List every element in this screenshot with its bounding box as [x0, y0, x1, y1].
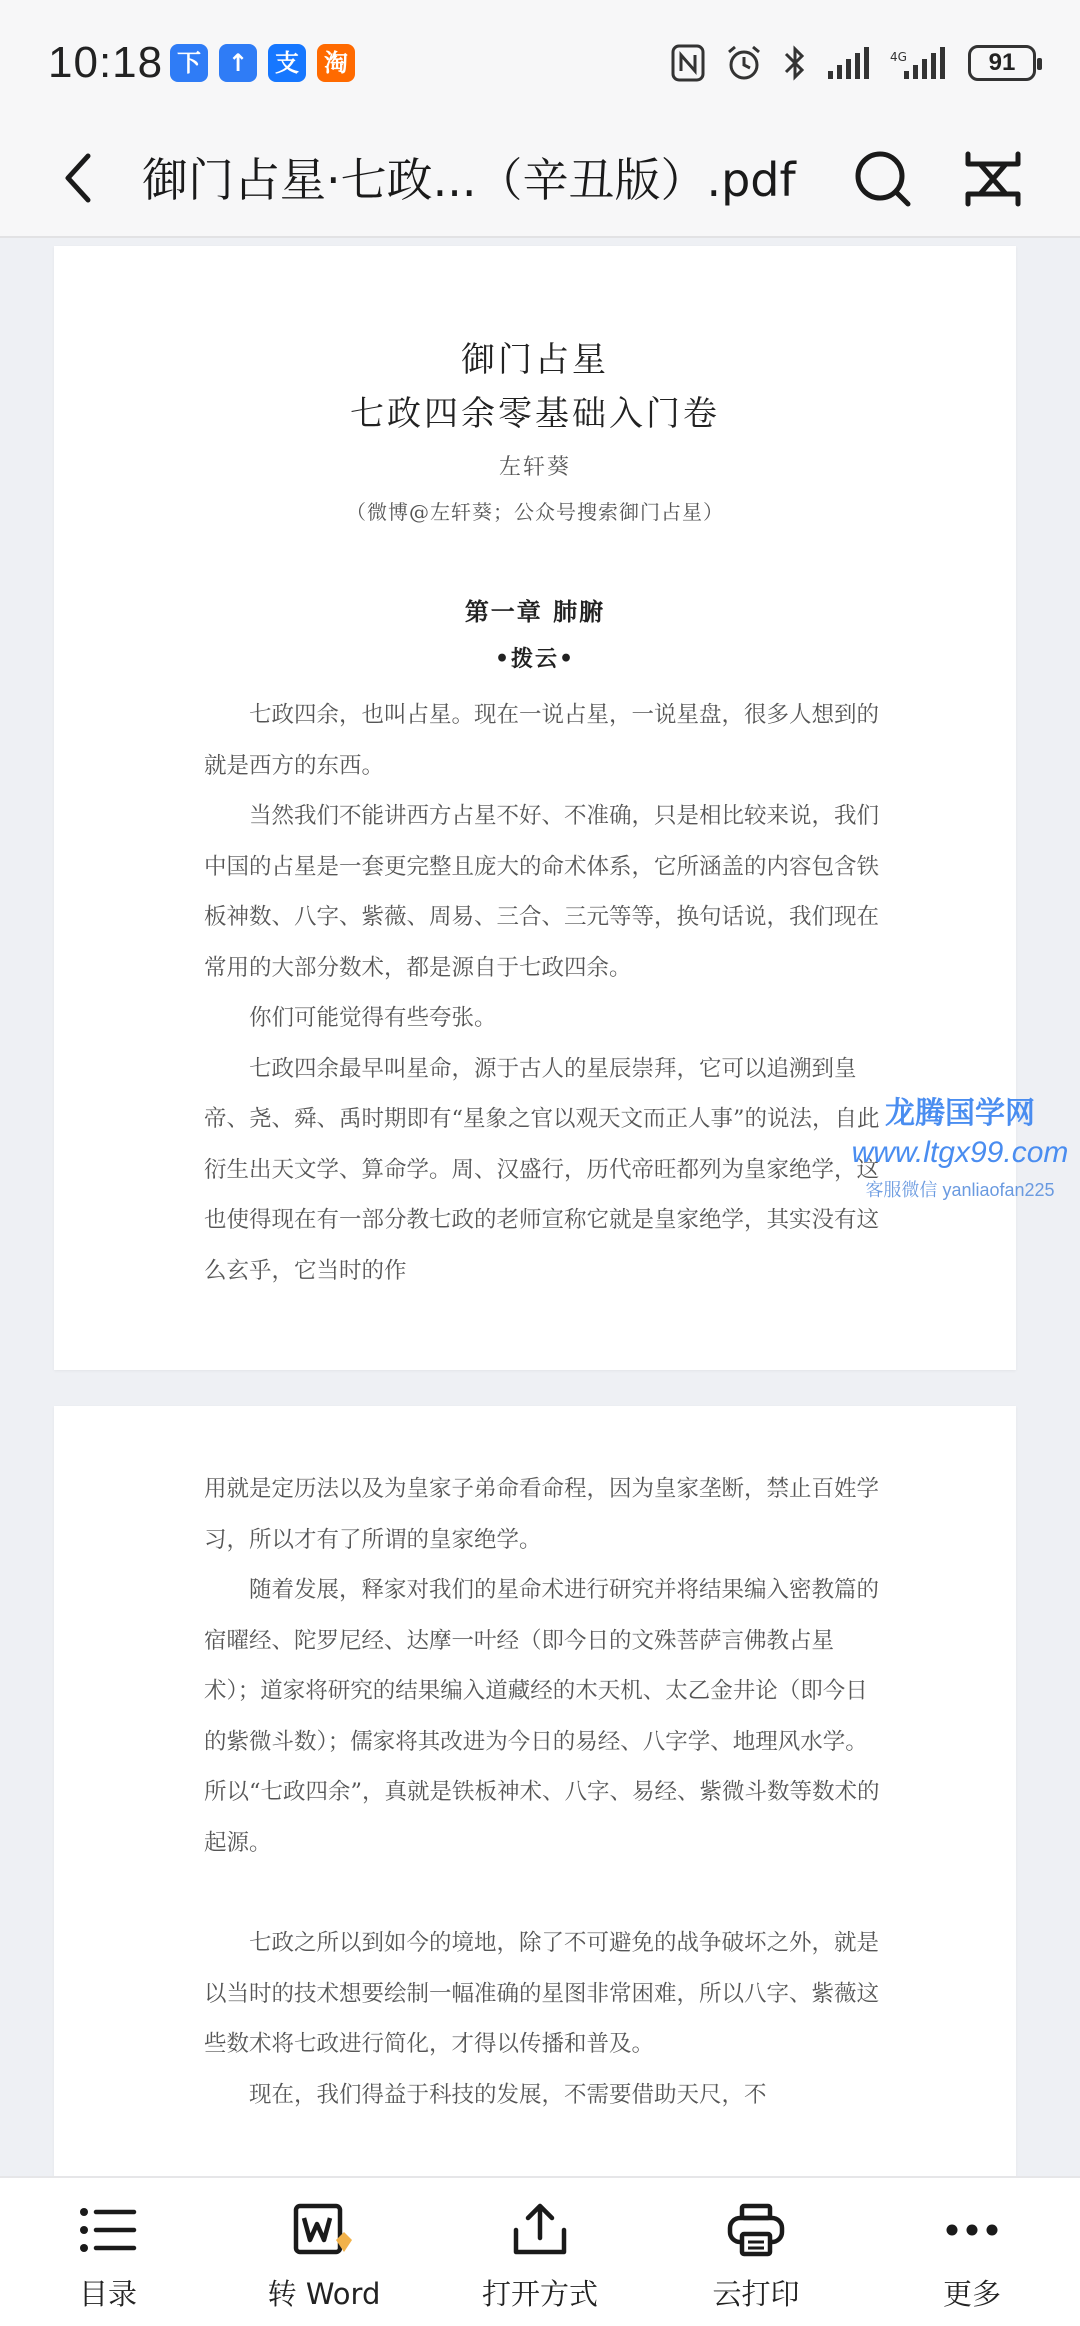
more-button[interactable] [864, 2178, 1080, 2326]
status-time: 10:18 [48, 38, 164, 87]
more-label: 更多 [942, 2277, 1001, 2311]
taobao-notification-icon: 淘 [317, 44, 355, 82]
watermark [840, 1088, 1080, 1202]
battery-indicator: 91 [968, 45, 1036, 81]
paragraph: 用就是定历法以及为皇家子弟命看命程，因为皇家垄断，禁止百姓学习，所以才有了所谓的皇家绝学。 [204, 1476, 880, 1553]
alipay-notification-icon: 支 [268, 44, 306, 82]
app-notification-icon: 下 [170, 44, 208, 82]
nfc-icon [670, 43, 706, 83]
paragraph: 随着发展，释家对我们的星命术进行研究并将结果编入密教篇的宿曜经、陀罗尼经、达摩一叶经（即今日的文殊菩萨言佛教占星术）；道家将研究的结果编入道藏经的木天机、太乙金井论（即今日的紫微斗数）；儒家将其改进为今日的易经、八字学、地理风水学。所以“七政四余”，真就是铁板神术、八字、易经、紫微斗数等数术的起源。 [204, 1577, 880, 1856]
share-icon [508, 2202, 572, 2258]
search-button[interactable] [848, 144, 916, 212]
list-icon [76, 2202, 140, 2258]
watermark-site-name: 龙腾国学网 [885, 1097, 1035, 1130]
chevron-left-icon [50, 146, 114, 210]
reading-mode-icon [960, 146, 1026, 212]
upload-notification-icon: ↑ [219, 44, 257, 82]
alarm-icon [724, 43, 764, 83]
more-icon [940, 2202, 1004, 2258]
toc-label: 目录 [78, 2277, 137, 2311]
reading-mode-button[interactable] [960, 146, 1026, 212]
document-title: 御门占星·七政...（辛丑版）.pdf [142, 153, 796, 207]
pdf-viewer[interactable] [0, 238, 1080, 2176]
paragraph: 七政四余最早叫星命，源于古人的星辰崇拜，它可以追溯到皇帝、尧、舜、禹时期即有“星象之官以观天文而正人事”的说法，自此衍生出天文学、算命学。周、汉盛行，历代帝旺都列为皇家绝学，这也使得现在有一部分教七政的老师宣称它就是皇家绝学，其实没有这么玄乎，它当时的作 [204, 1055, 880, 1284]
paragraph: 你们可能觉得有些夸张。 [249, 1005, 497, 1031]
bluetooth-icon [782, 43, 808, 83]
paragraph: 七政之所以到如今的境地，除了不可避免的战争破坏之外，就是以当时的技术想要绘制一幅准确的星图非常困难，所以八字、紫薇这些数术将七政进行简化，才得以传播和普及。 [204, 1930, 880, 2057]
system-icons [670, 40, 1036, 86]
open-with-label: 打开方式 [481, 2277, 598, 2311]
pdf-page-2 [54, 1406, 1016, 2176]
printer-icon [724, 2202, 788, 2258]
author-contact: （微博@左轩葵；公众号搜索御门占星） [346, 500, 724, 524]
cloud-print-button[interactable] [648, 2178, 864, 2326]
back-button[interactable] [50, 146, 114, 210]
signal-secondary-icon [890, 45, 950, 81]
page-1-body [204, 690, 884, 1296]
status-bar [0, 0, 1080, 124]
svg-text:4G: 4G [890, 50, 907, 64]
paragraph: 现在，我们得益于科技的发展，不需要借助天尺，不 [249, 2081, 767, 2108]
chapter-heading: 第一章 肺腑 [464, 597, 606, 626]
paragraph: 七政四余，也叫占星。现在一说占星，一说星盘，很多人想到的就是西方的东西。 [204, 702, 880, 779]
app-header [0, 124, 1080, 238]
convert-word-button[interactable] [216, 2178, 432, 2326]
bottom-toolbar [0, 2176, 1080, 2326]
toc-button[interactable] [0, 2178, 216, 2326]
book-subtitle: 七政四余零基础入门卷 [350, 394, 720, 434]
convert-word-icon [292, 2202, 356, 2258]
signal-icon [826, 45, 872, 81]
search-icon [848, 144, 916, 212]
convert-word-label: 转 Word [267, 2277, 381, 2311]
cloud-print-label: 云打印 [712, 2277, 800, 2311]
watermark-url: www.ltgx99.com [851, 1136, 1069, 1169]
book-title: 御门占星 [461, 340, 609, 380]
open-with-button[interactable] [432, 2178, 648, 2326]
book-author: 左轩葵 [498, 455, 571, 480]
section-heading: •拨云• [494, 646, 576, 672]
paragraph: 当然我们不能讲西方占星不好、不准确，只是相比较来说，我们中国的占星是一套更完整且庞大的命术体系，它所涵盖的内容包含铁板神数、八字、紫薇、周易、三合、三元等等，换句话说，我们现在常用的大部分数术，都是源自于七政四余。 [204, 803, 880, 981]
watermark-contact: 客服微信 yanliaofan225 [865, 1180, 1055, 1200]
page-2-body [204, 1464, 884, 2120]
